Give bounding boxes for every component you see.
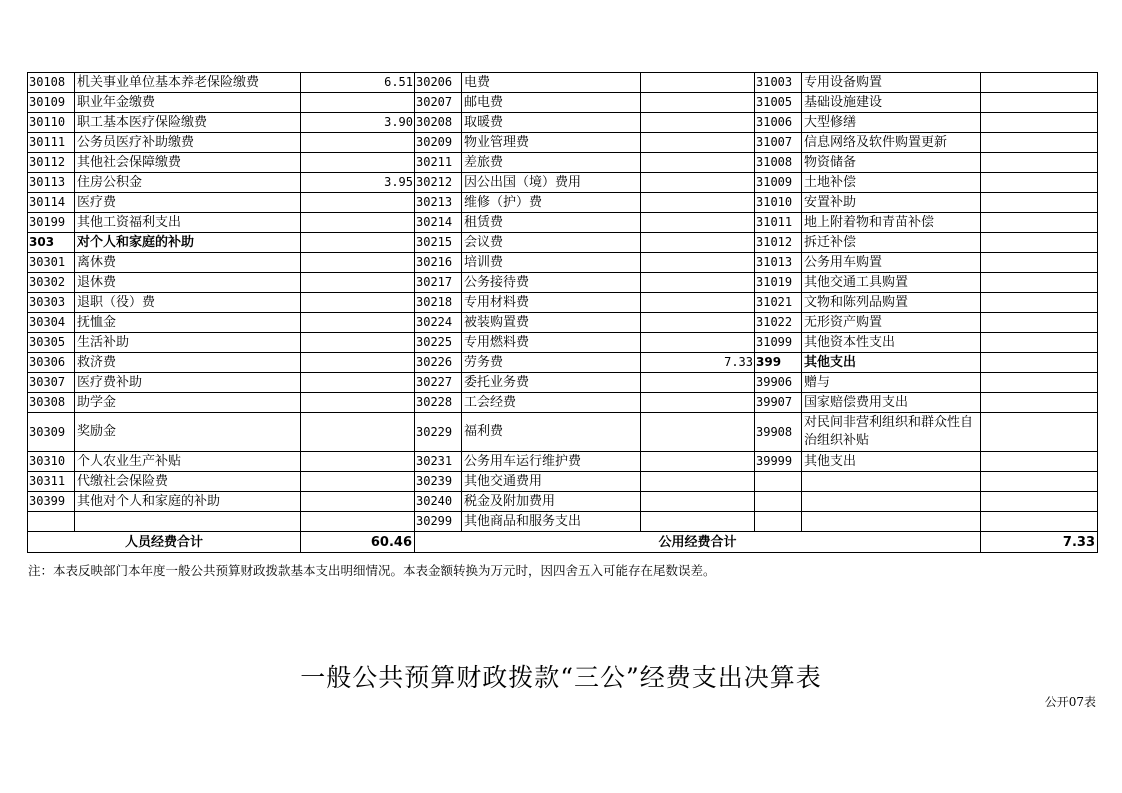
amount-cell xyxy=(301,133,415,153)
table-row xyxy=(28,153,1098,173)
amount-cell xyxy=(301,293,415,313)
table-row xyxy=(28,73,1098,93)
amount-cell xyxy=(641,313,755,333)
amount-cell xyxy=(301,373,415,393)
amount-cell xyxy=(641,373,755,393)
amount-cell xyxy=(981,113,1098,133)
item-name-cell: 地上附着物和青苗补偿 xyxy=(802,213,981,233)
amount-cell xyxy=(981,393,1098,413)
item-name-cell: 安置补助 xyxy=(802,193,981,213)
item-name-cell: 救济费 xyxy=(75,353,301,373)
amount-cell xyxy=(301,492,415,512)
item-name-cell: 公务用车运行维护费 xyxy=(462,452,641,472)
amount-cell xyxy=(641,452,755,472)
amount-cell xyxy=(301,273,415,293)
code-cell: 399 xyxy=(755,353,802,373)
item-name-cell: 离休费 xyxy=(75,253,301,273)
code-cell: 31012 xyxy=(755,233,802,253)
amount-cell xyxy=(981,133,1098,153)
amount-cell xyxy=(981,353,1098,373)
item-name-cell: 代缴社会保险费 xyxy=(75,472,301,492)
amount-cell xyxy=(641,173,755,193)
table-row xyxy=(28,293,1098,313)
expenditure-detail-table xyxy=(27,72,1098,553)
table-row xyxy=(28,173,1098,193)
code-cell: 31005 xyxy=(755,93,802,113)
code-cell: 30225 xyxy=(415,333,462,353)
item-name-cell: 税金及附加费用 xyxy=(462,492,641,512)
amount-cell xyxy=(301,413,415,452)
item-name-cell: 土地补偿 xyxy=(802,173,981,193)
amount-cell xyxy=(981,452,1098,472)
code-cell: 30226 xyxy=(415,353,462,373)
code-cell: 30212 xyxy=(415,173,462,193)
amount-cell xyxy=(981,313,1098,333)
code-cell: 30199 xyxy=(28,213,75,233)
code-cell: 30307 xyxy=(28,373,75,393)
item-name-cell: 公务用车购置 xyxy=(802,253,981,273)
amount-cell xyxy=(301,233,415,253)
item-name-cell: 劳务费 xyxy=(462,353,641,373)
code-cell xyxy=(755,512,802,532)
amount-cell: 3.90 xyxy=(301,113,415,133)
amount-cell xyxy=(981,193,1098,213)
amount-cell xyxy=(641,293,755,313)
code-cell: 30229 xyxy=(415,413,462,452)
code-cell: 30303 xyxy=(28,293,75,313)
code-cell: 39908 xyxy=(755,413,802,452)
code-cell xyxy=(28,512,75,532)
code-cell: 30113 xyxy=(28,173,75,193)
item-name-cell: 文物和陈列品购置 xyxy=(802,293,981,313)
code-cell: 30207 xyxy=(415,93,462,113)
code-cell: 31007 xyxy=(755,133,802,153)
amount-cell xyxy=(641,193,755,213)
item-name-cell xyxy=(802,512,981,532)
item-name-cell: 取暖费 xyxy=(462,113,641,133)
item-name-cell: 职工基本医疗保险缴费 xyxy=(75,113,301,133)
amount-cell xyxy=(641,472,755,492)
table-row xyxy=(28,253,1098,273)
code-cell: 303 xyxy=(28,233,75,253)
code-cell: 31010 xyxy=(755,193,802,213)
amount-cell xyxy=(981,373,1098,393)
amount-cell: 3.95 xyxy=(301,173,415,193)
item-name-cell: 培训费 xyxy=(462,253,641,273)
amount-cell xyxy=(641,213,755,233)
item-name-cell: 其他交通费用 xyxy=(462,472,641,492)
form-number: 公开07表 xyxy=(1044,695,1096,709)
table-row xyxy=(28,393,1098,413)
item-name-cell: 邮电费 xyxy=(462,93,641,113)
code-cell: 30310 xyxy=(28,452,75,472)
code-cell: 31011 xyxy=(755,213,802,233)
table-row xyxy=(28,353,1098,373)
code-cell: 30299 xyxy=(415,512,462,532)
item-name-cell: 因公出国（境）费用 xyxy=(462,173,641,193)
item-name-cell: 住房公积金 xyxy=(75,173,301,193)
code-cell: 30110 xyxy=(28,113,75,133)
item-name-cell: 赠与 xyxy=(802,373,981,393)
amount-cell xyxy=(981,153,1098,173)
item-name-cell: 其他商品和服务支出 xyxy=(462,512,641,532)
amount-cell xyxy=(301,472,415,492)
amount-cell xyxy=(641,113,755,133)
personnel-total-label: 人员经费合计 xyxy=(28,532,301,553)
table-row xyxy=(28,193,1098,213)
code-cell: 30301 xyxy=(28,253,75,273)
item-name-cell: 其他对个人和家庭的补助 xyxy=(75,492,301,512)
item-name-cell: 职业年金缴费 xyxy=(75,93,301,113)
amount-cell xyxy=(641,492,755,512)
personnel-total-value: 60.46 xyxy=(301,532,415,553)
next-table-title: 一般公共预算财政拨款“三公”经费支出决算表 xyxy=(300,663,822,692)
amount-cell xyxy=(981,213,1098,233)
code-cell: 30215 xyxy=(415,233,462,253)
code-cell: 39906 xyxy=(755,373,802,393)
item-name-cell: 基础设施建设 xyxy=(802,93,981,113)
item-name-cell: 会议费 xyxy=(462,233,641,253)
code-cell: 30309 xyxy=(28,413,75,452)
table-row xyxy=(28,373,1098,393)
amount-cell xyxy=(641,153,755,173)
item-name-cell xyxy=(75,512,301,532)
table-row xyxy=(28,512,1098,532)
code-cell xyxy=(755,492,802,512)
item-name-cell xyxy=(802,492,981,512)
amount-cell xyxy=(981,472,1098,492)
item-name-cell: 对民间非营利组织和群众性自治组织补贴 xyxy=(802,413,981,452)
amount-cell xyxy=(641,393,755,413)
amount-cell xyxy=(641,133,755,153)
item-name-cell: 其他资本性支出 xyxy=(802,333,981,353)
amount-cell xyxy=(641,233,755,253)
item-name-cell: 机关事业单位基本养老保险缴费 xyxy=(75,73,301,93)
code-cell: 30208 xyxy=(415,113,462,133)
item-name-cell: 对个人和家庭的补助 xyxy=(75,233,301,253)
code-cell: 30108 xyxy=(28,73,75,93)
code-cell: 30111 xyxy=(28,133,75,153)
item-name-cell: 拆迁补偿 xyxy=(802,233,981,253)
item-name-cell: 专用燃料费 xyxy=(462,333,641,353)
table-row xyxy=(28,452,1098,472)
amount-cell xyxy=(301,452,415,472)
amount-cell xyxy=(981,413,1098,452)
code-cell: 31022 xyxy=(755,313,802,333)
item-name-cell: 电费 xyxy=(462,73,641,93)
amount-cell xyxy=(981,173,1098,193)
amount-cell xyxy=(301,253,415,273)
table-row xyxy=(28,333,1098,353)
code-cell: 39907 xyxy=(755,393,802,413)
amount-cell xyxy=(981,512,1098,532)
amount-cell xyxy=(641,73,755,93)
code-cell: 39999 xyxy=(755,452,802,472)
table-row xyxy=(28,213,1098,233)
code-cell: 30311 xyxy=(28,472,75,492)
item-name-cell: 其他社会保障缴费 xyxy=(75,153,301,173)
amount-cell xyxy=(301,333,415,353)
totals-row xyxy=(28,532,1098,553)
code-cell: 31008 xyxy=(755,153,802,173)
item-name-cell: 无形资产购置 xyxy=(802,313,981,333)
table-row xyxy=(28,133,1098,153)
amount-cell xyxy=(641,333,755,353)
table-row xyxy=(28,233,1098,253)
item-name-cell: 医疗费 xyxy=(75,193,301,213)
table-row xyxy=(28,413,1098,452)
table-row xyxy=(28,313,1098,333)
amount-cell xyxy=(301,153,415,173)
code-cell: 31006 xyxy=(755,113,802,133)
table-row xyxy=(28,93,1098,113)
amount-cell xyxy=(641,273,755,293)
code-cell: 30224 xyxy=(415,313,462,333)
code-cell: 30218 xyxy=(415,293,462,313)
amount-cell xyxy=(981,253,1098,273)
item-name-cell: 维修（护）费 xyxy=(462,193,641,213)
item-name-cell: 物业管理费 xyxy=(462,133,641,153)
table-note: 注：本表反映部门本年度一般公共预算财政拨款基本支出明细情况。本表金额转换为万元时，因四舍五入可能存在尾数误差。 xyxy=(28,563,716,578)
item-name-cell: 工会经费 xyxy=(462,393,641,413)
item-name-cell: 其他支出 xyxy=(802,353,981,373)
code-cell: 30308 xyxy=(28,393,75,413)
table-row xyxy=(28,472,1098,492)
code-cell: 30206 xyxy=(415,73,462,93)
item-name-cell: 个人农业生产补贴 xyxy=(75,452,301,472)
code-cell: 30209 xyxy=(415,133,462,153)
table-row xyxy=(28,113,1098,133)
code-cell: 30231 xyxy=(415,452,462,472)
code-cell: 30399 xyxy=(28,492,75,512)
amount-cell xyxy=(641,253,755,273)
item-name-cell: 租赁费 xyxy=(462,213,641,233)
item-name-cell: 专用材料费 xyxy=(462,293,641,313)
code-cell: 30112 xyxy=(28,153,75,173)
code-cell: 30228 xyxy=(415,393,462,413)
amount-cell xyxy=(301,393,415,413)
public-total-label: 公用经费合计 xyxy=(415,532,981,553)
code-cell: 30211 xyxy=(415,153,462,173)
amount-cell xyxy=(981,73,1098,93)
amount-cell xyxy=(981,492,1098,512)
amount-cell xyxy=(981,333,1098,353)
amount-cell xyxy=(301,213,415,233)
code-cell: 30305 xyxy=(28,333,75,353)
amount-cell xyxy=(981,273,1098,293)
amount-cell xyxy=(641,512,755,532)
amount-cell xyxy=(301,193,415,213)
item-name-cell: 其他交通工具购置 xyxy=(802,273,981,293)
item-name-cell: 助学金 xyxy=(75,393,301,413)
table-row xyxy=(28,492,1098,512)
amount-cell xyxy=(981,93,1098,113)
amount-cell xyxy=(301,313,415,333)
code-cell: 31003 xyxy=(755,73,802,93)
code-cell: 30217 xyxy=(415,273,462,293)
code-cell: 30304 xyxy=(28,313,75,333)
item-name-cell: 被装购置费 xyxy=(462,313,641,333)
code-cell: 31009 xyxy=(755,173,802,193)
item-name-cell: 国家赔偿费用支出 xyxy=(802,393,981,413)
item-name-cell: 福利费 xyxy=(462,413,641,452)
code-cell: 30214 xyxy=(415,213,462,233)
item-name-cell: 公务员医疗补助缴费 xyxy=(75,133,301,153)
code-cell: 31013 xyxy=(755,253,802,273)
code-cell: 30213 xyxy=(415,193,462,213)
code-cell xyxy=(755,472,802,492)
amount-cell xyxy=(641,93,755,113)
item-name-cell: 奖励金 xyxy=(75,413,301,452)
code-cell: 31021 xyxy=(755,293,802,313)
code-cell: 30114 xyxy=(28,193,75,213)
amount-cell xyxy=(981,293,1098,313)
amount-cell: 7.33 xyxy=(641,353,755,373)
code-cell: 30302 xyxy=(28,273,75,293)
amount-cell xyxy=(301,512,415,532)
code-cell: 30216 xyxy=(415,253,462,273)
item-name-cell: 公务接待费 xyxy=(462,273,641,293)
amount-cell xyxy=(301,93,415,113)
item-name-cell: 其他工资福利支出 xyxy=(75,213,301,233)
item-name-cell: 物资储备 xyxy=(802,153,981,173)
code-cell: 31099 xyxy=(755,333,802,353)
item-name-cell: 信息网络及软件购置更新 xyxy=(802,133,981,153)
code-cell: 31019 xyxy=(755,273,802,293)
item-name-cell: 抚恤金 xyxy=(75,313,301,333)
amount-cell xyxy=(301,353,415,373)
code-cell: 30239 xyxy=(415,472,462,492)
amount-cell xyxy=(641,413,755,452)
item-name-cell: 专用设备购置 xyxy=(802,73,981,93)
item-name-cell: 委托业务费 xyxy=(462,373,641,393)
item-name-cell xyxy=(802,472,981,492)
item-name-cell: 生活补助 xyxy=(75,333,301,353)
item-name-cell: 差旅费 xyxy=(462,153,641,173)
public-total-value: 7.33 xyxy=(981,532,1098,553)
code-cell: 30109 xyxy=(28,93,75,113)
code-cell: 30306 xyxy=(28,353,75,373)
code-cell: 30240 xyxy=(415,492,462,512)
amount-cell: 6.51 xyxy=(301,73,415,93)
code-cell: 30227 xyxy=(415,373,462,393)
item-name-cell: 退职（役）费 xyxy=(75,293,301,313)
item-name-cell: 大型修缮 xyxy=(802,113,981,133)
table-row xyxy=(28,273,1098,293)
amount-cell xyxy=(981,233,1098,253)
item-name-cell: 退休费 xyxy=(75,273,301,293)
item-name-cell: 医疗费补助 xyxy=(75,373,301,393)
item-name-cell: 其他支出 xyxy=(802,452,981,472)
